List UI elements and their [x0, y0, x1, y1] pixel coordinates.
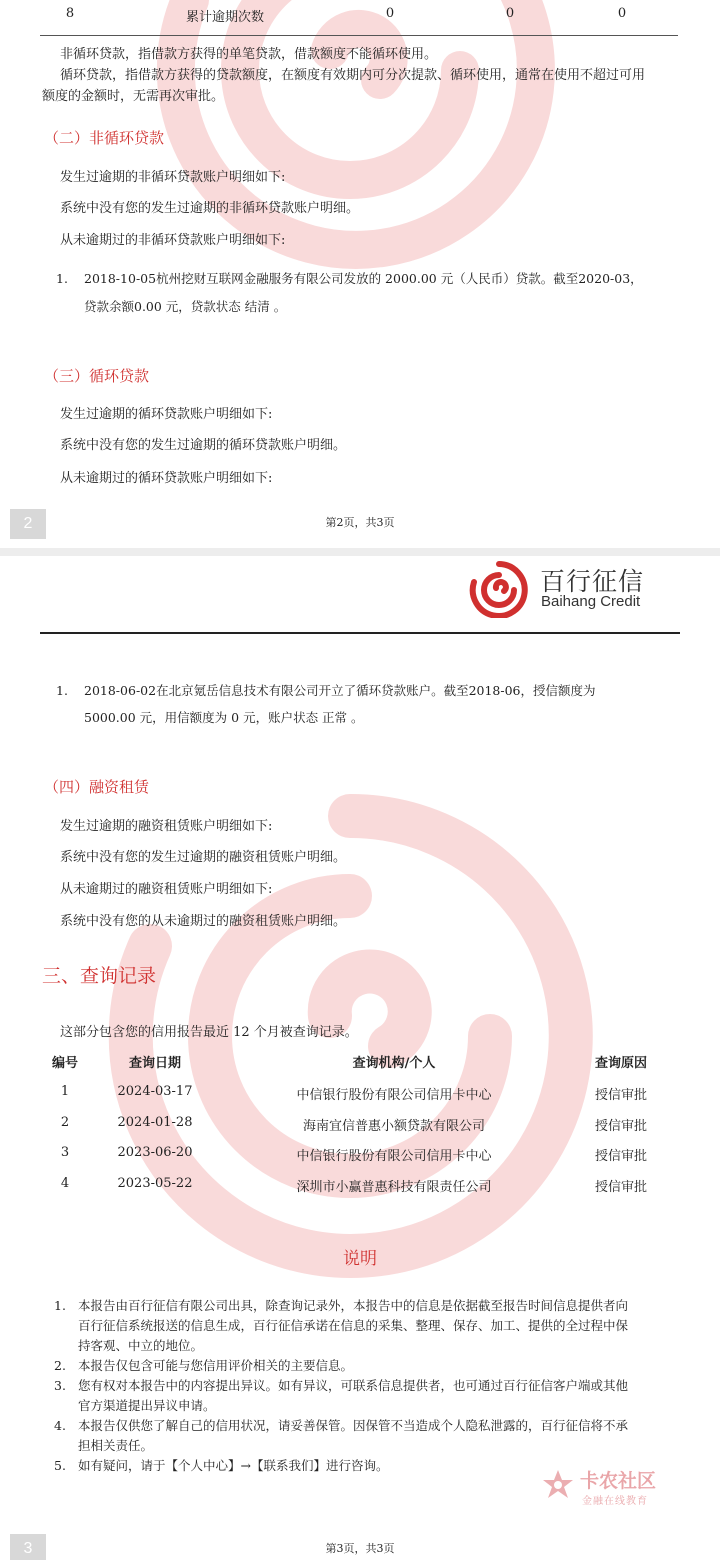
- table-row: [40, 1176, 670, 1198]
- kanong-logo-icon: [540, 1468, 576, 1504]
- leasing-never-none: 系统中没有您的从未逾期过的融资租赁账户明细。: [60, 914, 347, 929]
- query-date: 2023-05-22: [117, 1176, 193, 1191]
- note-line: 本报告仅供您了解自己的信用状况，请妥善保管。因保管不当造成个人隐私泄露的，百行征信将不承: [78, 1418, 629, 1433]
- query-number: 2: [60, 1115, 70, 1130]
- query-institution: 深圳市小赢普惠科技有限责任公司: [296, 1180, 492, 1195]
- brand-name-en: Baihang Credit: [541, 593, 641, 610]
- section-title-revolving: （三）循环贷款: [44, 367, 150, 385]
- query-number: 4: [60, 1176, 70, 1191]
- baihang-logo-icon: [468, 560, 530, 618]
- query-number: 1: [60, 1084, 70, 1099]
- note-number: 1.: [54, 1298, 66, 1313]
- table-row: [40, 1115, 670, 1137]
- header-date: 查询日期: [128, 1056, 181, 1071]
- query-reason: 授信审批: [594, 1088, 647, 1103]
- nonrevolving-item-line2: 贷款余额0.00 元，贷款状态 结清 。: [84, 299, 287, 314]
- revolving-item-number: 1.: [56, 683, 68, 698]
- section-title-nonrevolving: （二）非循环贷款: [44, 129, 165, 147]
- query-table-header: [40, 1052, 670, 1074]
- note-line: 您有权对本报告中的内容提出异议。如有异议，可联系信息提供者，也可通过百行征信客户端或其他: [78, 1378, 629, 1393]
- page-badge: 2: [10, 509, 46, 539]
- report-page-3: [0, 556, 720, 1560]
- query-date: 2024-03-17: [117, 1084, 193, 1099]
- query-date: 2024-01-28: [117, 1115, 193, 1130]
- brand-name-cn: 百行征信: [540, 567, 645, 596]
- query-section-title: 三、查询记录: [42, 965, 157, 987]
- revolving-item-line1: 2018-06-02在北京氪岳信息技术有限公司开立了循环贷款账户。截至2018-06，授信额度为: [84, 683, 596, 698]
- query-number: 3: [60, 1145, 70, 1160]
- nonrevolving-item-number: 1.: [56, 271, 68, 286]
- table-row-overdue-count: [40, 6, 670, 28]
- leasing-overdue-none: 系统中没有您的发生过逾期的融资租赁账户明细。: [60, 850, 347, 865]
- query-reason: 授信审批: [594, 1180, 647, 1195]
- query-institution: 海南宜信普惠小额贷款有限公司: [302, 1119, 485, 1134]
- page-separator: [0, 548, 720, 556]
- header-reason: 查询原因: [594, 1056, 647, 1071]
- row-value-3: 0: [617, 6, 627, 21]
- nonrevolving-overdue-none: 系统中没有您的发生过逾期的非循环贷款账户明细。: [60, 201, 360, 216]
- revolving-overdue-none: 系统中没有您的发生过逾期的循环贷款账户明细。: [60, 438, 347, 453]
- page-footer: 第2页，共3页: [325, 516, 395, 529]
- row-value-1: 0: [385, 6, 395, 21]
- list-item: [54, 1356, 694, 1376]
- note-line: 担相关责任。: [78, 1438, 154, 1453]
- revolving-item-line2: 5000.00 元，用信额度为 0 元，账户状态 正常 。: [84, 710, 364, 725]
- report-page-2: [0, 0, 720, 548]
- row-number: 8: [65, 6, 75, 21]
- leasing-never-label: 从未逾期过的融资租赁账户明细如下:: [60, 882, 273, 897]
- list-item: [54, 1416, 694, 1456]
- query-date: 2023-06-20: [117, 1145, 193, 1160]
- query-institution: 中信银行股份有限公司信用卡中心: [296, 1088, 492, 1103]
- leasing-overdue-label: 发生过逾期的融资租赁账户明细如下:: [60, 819, 273, 834]
- note-number: 3.: [54, 1378, 66, 1393]
- query-intro: 这部分包含您的信用报告最近 12 个月被查询记录。: [60, 1025, 358, 1040]
- page-footer: 第3页，共3页: [325, 1542, 395, 1555]
- query-reason: 授信审批: [594, 1149, 647, 1164]
- kanong-brand: 卡农社区: [580, 1470, 657, 1492]
- note-line: 如有疑问，请于【个人中心】→【联系我们】进行咨询。: [78, 1458, 389, 1473]
- header-number: 编号: [51, 1056, 78, 1071]
- notes-title: 说明: [343, 1249, 377, 1269]
- table-row: [40, 1145, 670, 1167]
- nonrevolving-overdue-label: 发生过逾期的非循环贷款账户明细如下:: [60, 170, 286, 185]
- revolving-overdue-label: 发生过逾期的循环贷款账户明细如下:: [60, 407, 273, 422]
- note-line: 本报告由百行征信有限公司出具，除查询记录外，本报告中的信息是依据截至报告时间信息提供者向: [78, 1298, 629, 1313]
- note-number: 2.: [54, 1358, 66, 1373]
- definition-revolving-line1: 循环贷款，指借款方获得的贷款额度，在额度有效期内可分次提款、循环使用，通常在使用不超过可用: [60, 68, 646, 83]
- nonrevolving-never-label: 从未逾期过的非循环贷款账户明细如下:: [60, 233, 286, 248]
- note-number: 4.: [54, 1418, 66, 1433]
- list-item: [54, 1296, 694, 1356]
- query-reason: 授信审批: [594, 1119, 647, 1134]
- table-bottom-rule: [40, 35, 678, 36]
- header-rule: [40, 632, 680, 634]
- notes-list: [54, 1296, 694, 1476]
- row-value-2: 0: [505, 6, 515, 21]
- header-institution: 查询机构/个人: [352, 1056, 436, 1071]
- note-line: 百行征信系统报送的信息生成，百行征信承诺在信息的采集、整理、保存、加工、提供的全过程中保: [78, 1318, 629, 1333]
- table-row: [40, 1084, 670, 1106]
- nonrevolving-item-line1: 2018-10-05杭州挖财互联网金融服务有限公司发放的 2000.00 元（人民币）贷款。截至2020-03，: [84, 271, 643, 286]
- query-institution: 中信银行股份有限公司信用卡中心: [296, 1149, 492, 1164]
- note-line: 持客观、中立的地位。: [78, 1338, 204, 1353]
- page-badge: 3: [10, 1534, 46, 1560]
- definition-nonrevolving: 非循环贷款，指借款方获得的单笔贷款，借款额度不能循环使用。: [60, 47, 438, 62]
- row-label: 累计逾期次数: [185, 10, 264, 25]
- section-title-leasing: （四）融资租赁: [44, 778, 150, 796]
- list-item: [54, 1376, 694, 1416]
- definition-revolving-line2: 额度的金额时，无需再次审批。: [42, 89, 225, 104]
- kanong-slogan: 金融在线教育: [582, 1496, 648, 1507]
- note-number: 5.: [54, 1458, 66, 1473]
- revolving-never-label: 从未逾期过的循环贷款账户明细如下:: [60, 471, 273, 486]
- note-line: 本报告仅包含可能与您信用评价相关的主要信息。: [78, 1358, 354, 1373]
- note-line: 官方渠道提出异议申请。: [78, 1398, 216, 1413]
